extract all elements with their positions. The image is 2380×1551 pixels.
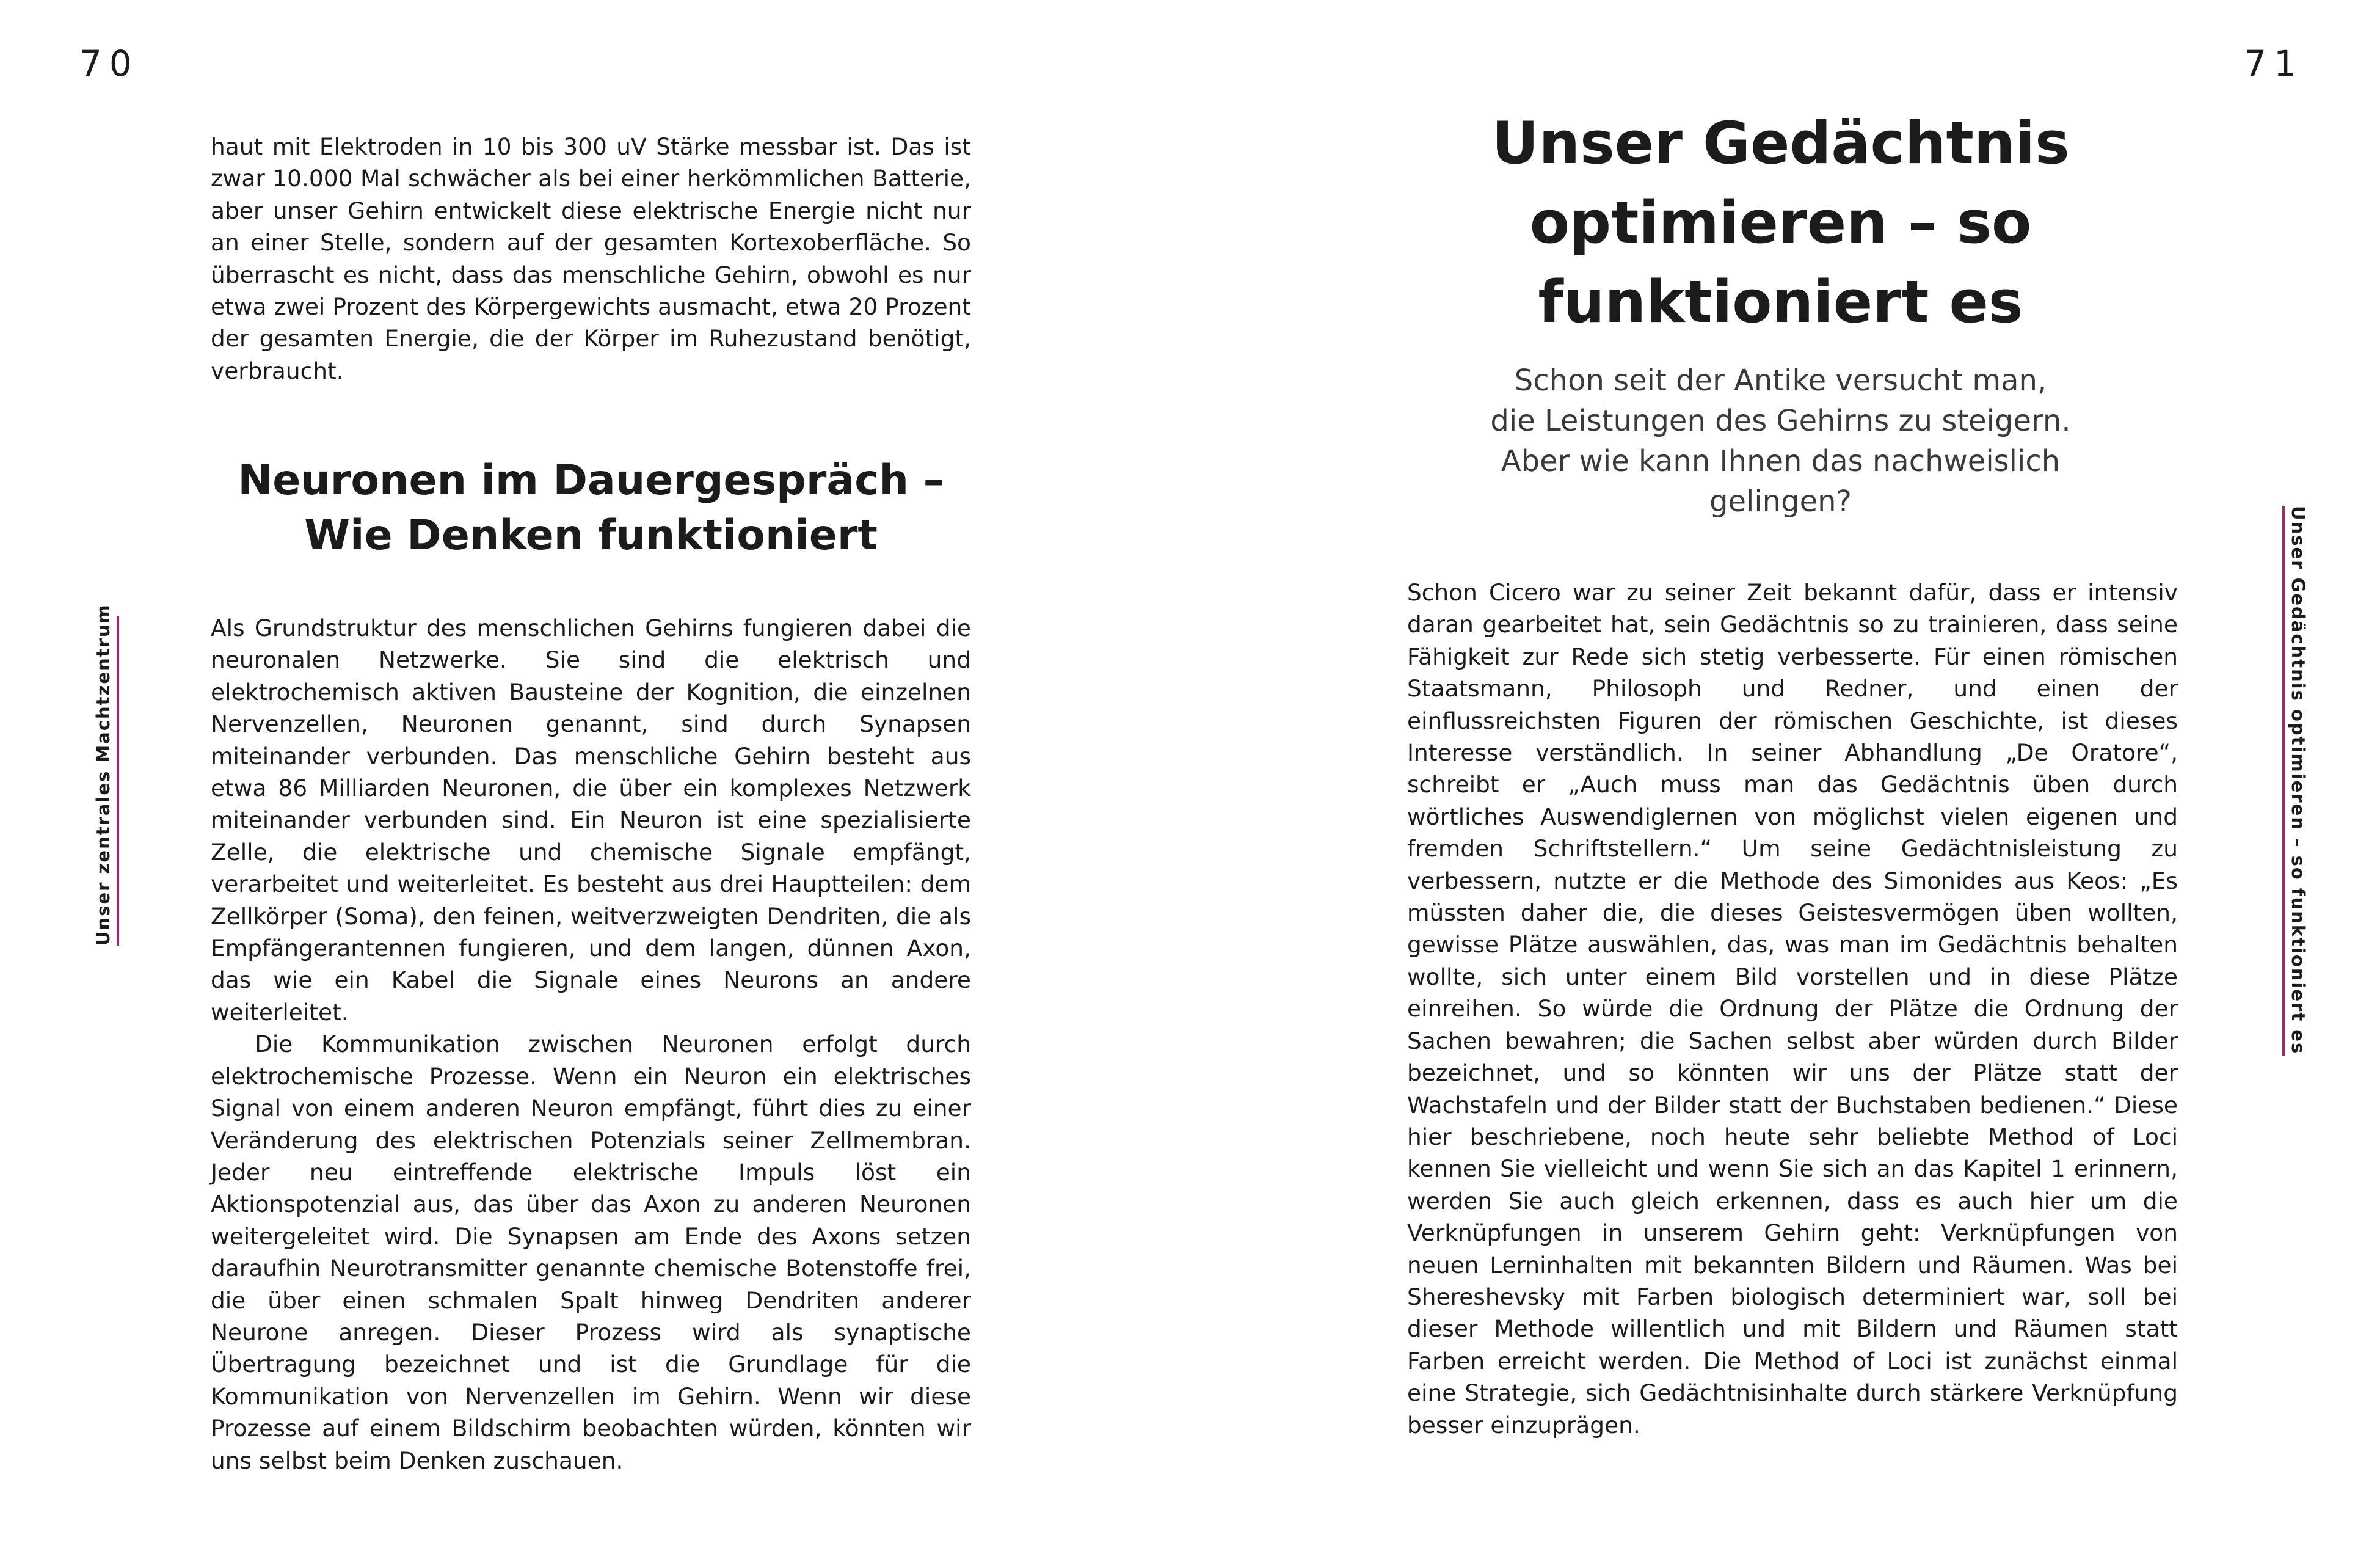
left-body-column bbox=[211, 612, 971, 1476]
body-paragraph: Schon Cicero war zu seiner Zeit bekannt dafür, dass er intensiv daran gearbeitet hat, sein Gedächtnis so zu trainieren, dass seine Fähigkeit zur Rede sich stetig verbesserte. Für einen römischen Staatsmann, Philosoph und Redner, und einen der einflussreichsten Figuren der römischen Geschichte, ist dieses Interesse verständlich. In seiner Abhandlung „De Oratore“, schreibt er „Auch muss man das Gedächtnis üben durch wörtliches Auswendiglernen von möglichst vielen eigenen und fremden Schriftstellern.“ Um seine Gedächtnisleistung zu verbessern, nutzte er die Methode des Simonides aus Keos: „Es müssten daher die, die dieses Geistesvermögen üben wollten, gewisse Plätze auswählen, das, was man im Gedächtnis behalten wollte, sich unter einem Bild vorstellen und in diese Plätze einreihen. So würde die Ordnung der Plätze die Ordnung der Sachen bewahren; die Sachen selbst aber würden durch Bilder bezeichnet, und so könnten wir uns der Plätze statt der Wachstafeln und der Bilder statt der Buchstaben bedienen.“ Diese hier beschriebene, noch heute sehr beliebte Method of Loci kennen Sie vielleicht und wenn Sie sich an das Kapitel 1 erinnern, werden Sie auch gleich erkennen, dass es auch hier um die Verknüpfungen in unserem Gehirn geht: Verknüpfungen von neuen Lerninhalten mit bekannten Bildern und Räumen. Was bei Shereshevsky mit Farben biologisch determiniert war, soll bei dieser Methode willentlich und mit Bildern und Räumen statt Farben erreicht werden. Die Method of Loci ist zunächst einmal eine Strategie, sich Gedächtnisinhalte durch stärkere Verknüpfung besser einzuprägen. bbox=[1407, 579, 2178, 1439]
body-paragraph: Als Grundstruktur des menschlichen Gehirns fungieren dabei die neuronalen Netzwerke. Sie sind die elektrisch und elektrochemisch aktiven Bausteine der Kognition, die einzelnen Nervenzellen, Neuronen genannt, sind durch Synapsen miteinander verbunden. Das menschliche Gehirn besteht aus etwa 86 Milliarden Neuronen, die über ein komplexes Netzwerk miteinander verbunden sind. Ein Neuron ist eine spezialisierte Zelle, die elektrische und chemische Signale empfängt, verarbeitet und weiterleitet. Es besteht aus drei Hauptteilen: dem Zellkörper (Soma), den feinen, weitverzweigten Dendriten, die als Empfängerantennen fungieren, und dem langen, dünnen Axon, das wie ein Kabel die Signale eines Neurons an andere weiterleitet. bbox=[211, 615, 971, 1026]
right-page bbox=[1190, 0, 2380, 1551]
running-header-left: Unser zentrales Machtzentrum bbox=[91, 616, 119, 946]
page-number-left: 70 bbox=[79, 43, 139, 84]
right-body-column bbox=[1407, 577, 2178, 1441]
body-paragraph: Die Kommunikation zwischen Neuronen erfolgt durch elektrochemische Prozesse. Wenn ein Neuron ein elektrisches Signal von einem anderen Neuron empfängt, führt dies zu einer Veränderung des elektrischen Potenzials seiner Zellmembran. Jeder neu eintreffende elektrische Impuls löst ein Aktionspotenzial aus, das über das Axon zu anderen Neuronen weitergeleitet wird. Die Synapsen am Ende des Axons setzen daraufhin Neurotransmitter genannte chemische Botenstoffe frei, die über einen schmalen Spalt hinweg Dendriten anderer Neurone anregen. Dieser Prozess wird als synaptische Übertragung bezeichnet und ist die Grundlage für die Kommunikation von Nervenzellen im Gehirn. Wenn wir diese Prozesse auf einem Bildschirm beobachten würden, könnten wir uns selbst beim Denken zuschauen. bbox=[211, 1031, 971, 1474]
intro-paragraph bbox=[211, 131, 971, 387]
section-heading: Neuronen im Dauergespräch – Wie Denken funktioniert bbox=[238, 456, 944, 560]
running-header-right: Unser Gedächtnis optimieren – so funktioniert es bbox=[2282, 506, 2310, 1056]
chapter-lead: Schon seit der Antike versucht man, die Leistungen des Gehirns zu steigern. Aber wie kann Ihnen das nachweislich gelingen? bbox=[1490, 363, 2071, 519]
chapter-title: Unser Gedächtnis optimieren – so funktioniert es bbox=[1491, 110, 2070, 336]
page-number-right: 71 bbox=[2244, 43, 2304, 84]
intro-paragraph-text: haut mit Elektroden in 10 bis 300 uV Stärke messbar ist. Das ist zwar 10.000 Mal schwächer als bei einer herkömmlichen Batterie, aber unser Gehirn entwickelt diese elektrische Energie nicht nur an einer Stelle, sondern auf der gesamten Kortexoberfläche. So überrascht es nicht, dass das menschliche Gehirn, obwohl es nur etwa zwei Prozent des Körpergewichts ausmacht, etwa 20 Prozent der gesamten Energie, die der Körper im Ruhezustand benötigt, verbraucht. bbox=[211, 133, 971, 384]
